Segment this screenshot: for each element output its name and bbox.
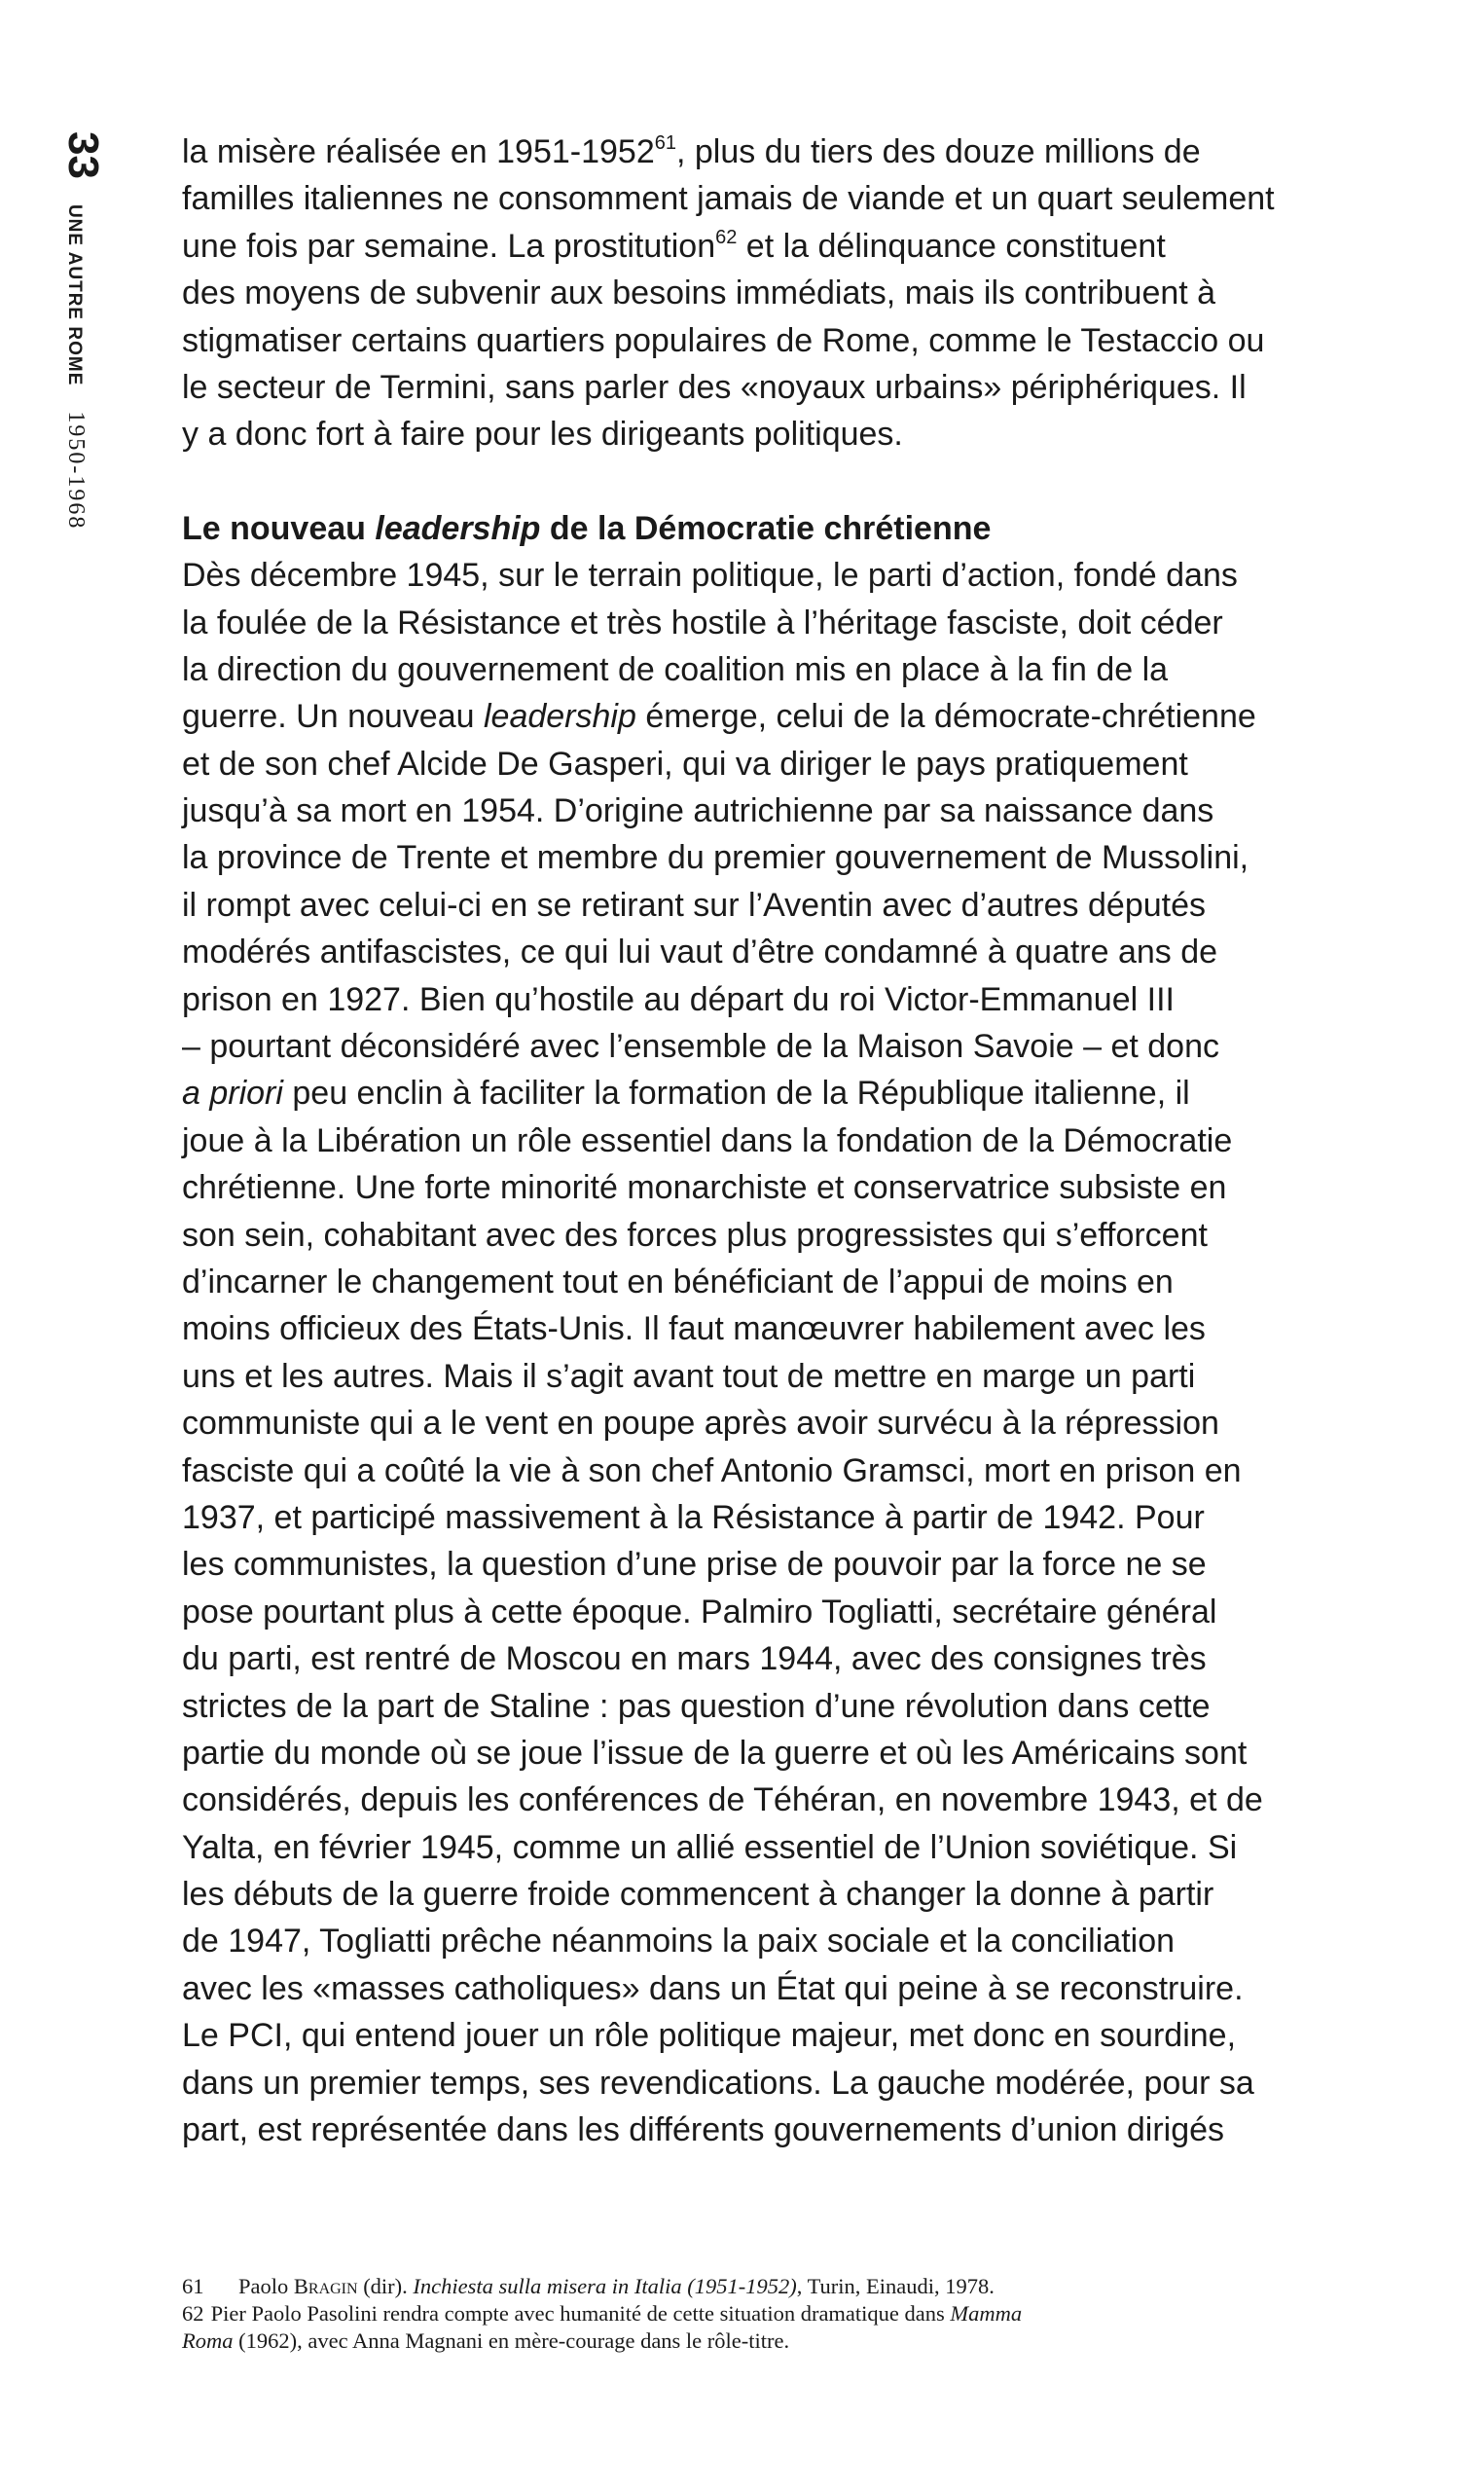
intro-paragraph: [182, 128, 1359, 458]
series-dates: 1950-1968: [63, 411, 89, 531]
text-line: joue à la Libération un rôle essentiel dans la fondation de la Démocratie: [182, 1121, 1233, 1159]
text-line: fasciste qui a coûté la vie à son chef Antonio Gramsci, mort en prison en: [182, 1451, 1242, 1489]
footnote-61: 61 Paolo Bragin (dir). Inchiesta sulla misera in Italia (1951-1952), Turin, Einaudi, 1978.: [182, 2274, 995, 2298]
text-line: avec les «masses catholiques» dans un État qui peine à se reconstruire.: [182, 1969, 1244, 2007]
text-line: son sein, cohabitant avec des forces plus progressistes qui s’efforcent: [182, 1216, 1208, 1254]
text-line: guerre. Un nouveau leadership émerge, celui de la démocrate-chrétienne: [182, 698, 1256, 736]
text-line: et de son chef Alcide De Gasperi, qui va diriger le pays pratiquement: [182, 745, 1188, 783]
text-line: considérés, depuis les conférences de Téhéran, en novembre 1943, et de: [182, 1781, 1263, 1819]
page-number: 33: [59, 131, 107, 179]
text-line: la misère réalisée en 1951-1952$^{61}$, plus du tiers des douze millions de: [182, 132, 1201, 170]
footnote-62: 62 Pier Paolo Pasolini rendra compte avec humanité de cette situation dramatique dans Mamma: [182, 2301, 1023, 2326]
text-line: du parti, est rentré de Moscou en mars 1944, avec des consignes très: [182, 1640, 1207, 1678]
text-line: les communistes, la question d’une prise de pouvoir par la force ne se: [182, 1546, 1207, 1584]
text-line: dans un premier temps, ses revendications. La gauche modérée, pour sa: [182, 2064, 1254, 2102]
text-line: a priori peu enclin à faciliter la formation de la République italienne, il: [182, 1075, 1190, 1113]
text-line: chrétienne. Une forte minorité monarchiste et conservatrice subsiste en: [182, 1169, 1227, 1207]
text-line: les débuts de la guerre froide commencent à changer la donne à partir: [182, 1876, 1214, 1914]
footnotes: [182, 2273, 1359, 2355]
text-line: modérés antifascistes, ce qui lui vaut d’être condamné à quatre ans de: [182, 934, 1218, 971]
text-line: jusqu’à sa mort en 1954. D’origine autrichienne par sa naissance dans: [182, 792, 1214, 830]
footnote-62-cont: Roma (1962), avec Anna Magnani en mère-courage dans le rôle-titre.: [182, 2328, 790, 2353]
text-line: strictes de la part de Staline : pas question d’une révolution dans cette: [182, 1687, 1211, 1725]
text-line: des moyens de subvenir aux besoins immédiats, mais ils contribuent à: [182, 275, 1216, 312]
text-line: d’incarner le changement tout en bénéficiant de l’appui de moins en: [182, 1263, 1174, 1301]
text-line: le secteur de Termini, sans parler des «noyaux urbains» périphériques. Il: [182, 368, 1247, 406]
text-line: – pourtant déconsidéré avec l’ensemble de la Maison Savoie – et donc: [182, 1028, 1220, 1066]
text-line: la direction du gouvernement de coalition mis en place à la fin de la: [182, 650, 1169, 688]
footnote-ref: 62: [715, 226, 738, 248]
text-line: la foulée de la Résistance et très hostile à l’héritage fasciste, doit céder: [182, 604, 1223, 641]
text-line: une fois par semaine. La prostitution$^{62}$ et la délinquance constituent: [182, 226, 1166, 265]
text-line: Yalta, en février 1945, comme un allié essentiel de l’Union soviétique. Si: [182, 1828, 1238, 1866]
text-line: uns et les autres. Mais il s’agit avant tout de mettre en marge un parti: [182, 1357, 1196, 1395]
text-line: y a donc fort à faire pour les dirigeants politiques.: [182, 416, 903, 454]
text-line: la province de Trente et membre du premier gouvernement de Mussolini,: [182, 839, 1249, 877]
paragraph-gap: [182, 458, 1359, 505]
text-line: communiste qui a le vent en poupe après avoir survécu à la répression: [182, 1405, 1219, 1443]
text-line: 1937, et participé massivement à la Résistance à partir de 1942. Pour: [182, 1498, 1205, 1536]
footnote-ref: 61: [654, 132, 676, 154]
text-line: moins officieux des États-Unis. Il faut manœuvrer habilement avec les: [182, 1310, 1206, 1348]
text-line: stigmatiser certains quartiers populaires de Rome, comme le Testaccio ou: [182, 321, 1265, 359]
text-line: familles italiennes ne consomment jamais de viande et un quart seulement: [182, 180, 1275, 218]
text-line: Le PCI, qui entend jouer un rôle politique majeur, met donc en sourdine,: [182, 2017, 1237, 2055]
text-line: il rompt avec celui-ci en se retirant sur l’Aventin avec d’autres députés: [182, 886, 1206, 924]
text-line: part, est représentée dans les différents gouvernements d’union dirigés: [182, 2111, 1225, 2149]
main-text: [182, 128, 1359, 2153]
section-heading: Le nouveau leadership de la Démocratie chrétienne: [182, 509, 992, 547]
running-head: [58, 131, 107, 530]
text-line: prison en 1927. Bien qu’hostile au départ du roi Victor-Emmanuel III: [182, 980, 1175, 1018]
section-paragraph: [182, 552, 1359, 2153]
text-line: Dès décembre 1945, sur le terrain politique, le parti d’action, fondé dans: [182, 557, 1238, 595]
text-line: de 1947, Togliatti prêche néanmoins la paix sociale et la conciliation: [182, 1923, 1176, 1961]
text-line: pose pourtant plus à cette époque. Palmiro Togliatti, secrétaire général: [182, 1593, 1217, 1631]
text-line: partie du monde où se joue l’issue de la guerre et où les Américains sont: [182, 1734, 1248, 1772]
series-title: UNE AUTRE ROME: [64, 203, 85, 386]
